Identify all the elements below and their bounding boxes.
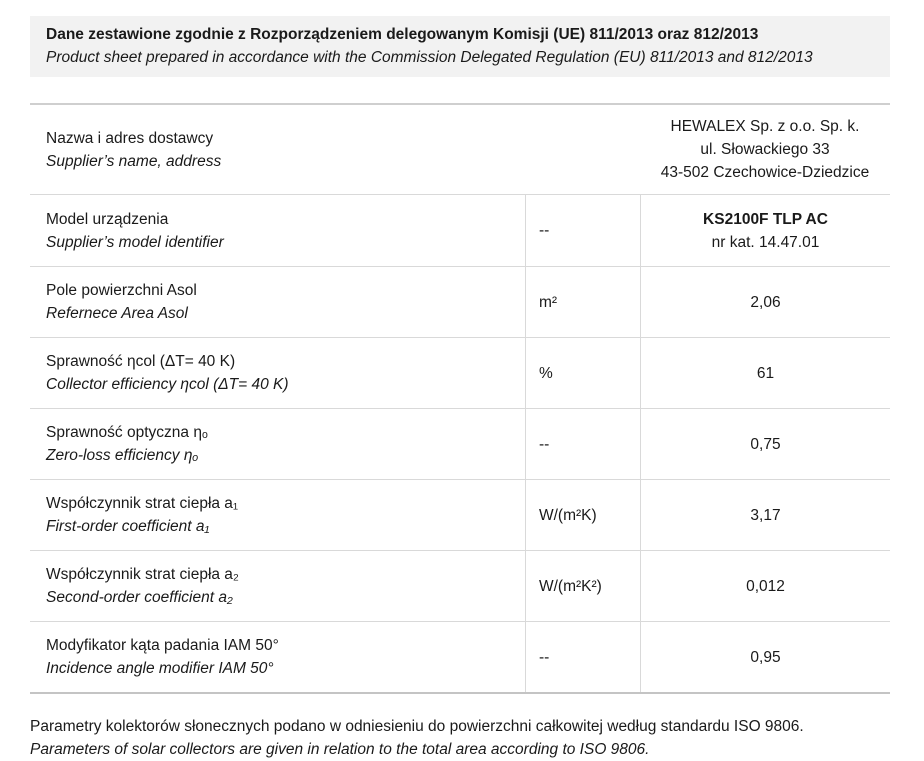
table-row-incidence-angle-modifier [30,621,890,692]
row-label [30,480,525,550]
note-pl: Parametry kolektorów słonecznych podano w odniesieniu do powierzchni całkowitej według standardu ISO 9806. [30,718,804,735]
row-label [30,267,525,337]
label-pl: Sprawność ηcol (ΔT= 40 K) [46,353,236,370]
table-row-zero-loss-efficiency [30,408,890,479]
value-cell: 61 [640,338,890,408]
value-cell: 3,17 [640,480,890,550]
catalog-number: nr kat. 14.47.01 [711,233,820,251]
unit-cell: -- [525,195,640,266]
value-cell [640,195,890,266]
label-pl: Sprawność optyczna ηₒ [46,424,208,441]
table-row-supplier [30,105,890,194]
table-row-model [30,194,890,266]
supplier-city: 43-502 Czechowice-Dziedzice [660,164,870,181]
label-en: Second-order coefficient a₂ [46,589,233,606]
value-cell: 0,75 [640,409,890,479]
unit-cell: % [525,338,640,408]
regulation-title-en: Product sheet prepared in accordance with the Commission Delegated Regulation (EU) 811/2013 and 812/2013 [46,49,813,66]
label-pl: Współczynnik strat ciepła a₁ [46,495,239,512]
label-en: Zero-loss efficiency ηₒ [46,447,199,464]
unit-cell: m² [525,267,640,337]
label-en: Incidence angle modifier IAM 50° [46,660,274,677]
row-label [30,195,525,266]
model-identifier: KS2100F TLP AC [703,210,828,228]
table-row-second-order-coefficient [30,550,890,621]
row-label [30,622,525,692]
table-row-first-order-coefficient [30,479,890,550]
row-label [30,409,525,479]
unit-cell: -- [525,622,640,692]
label-en: Refernece Area Asol [46,305,188,322]
value-cell: 2,06 [640,267,890,337]
row-label [30,338,525,408]
unit-cell: W/(m²K²) [525,551,640,621]
label-pl: Współczynnik strat ciepła a₂ [46,566,239,583]
label-pl: Pole powierzchni Asol [46,282,197,299]
supplier-street: ul. Słowackiego 33 [700,141,830,158]
label-pl: Nazwa i adres dostawcy [46,129,214,147]
unit-cell: W/(m²K) [525,480,640,550]
value-cell: 0,95 [640,622,890,692]
label-pl: Model urządzenia [46,210,169,228]
label-pl: Modyfikator kąta padania IAM 50° [46,637,279,654]
note-en: Parameters of solar collectors are given in relation to the total area according to ISO 9806. [30,741,650,758]
table-row-area [30,266,890,337]
label-en: Collector efficiency ηcol (ΔT= 40 K) [46,376,289,393]
regulation-title-pl: Dane zestawione zgodnie z Rozporządzeniem delegowanym Komisji (UE) 811/2013 oraz 812/2013 [46,26,759,43]
value-cell [640,105,890,194]
value-cell: 0,012 [640,551,890,621]
iso-standard-note [30,715,890,761]
table-row-collector-efficiency [30,337,890,408]
unit-cell: -- [525,409,640,479]
row-label [30,105,525,194]
label-en: First-order coefficient a₁ [46,518,210,535]
label-en: Supplier’s name, address [46,152,222,170]
sheet-content [30,0,890,761]
unit-cell [525,105,640,194]
regulation-header [30,16,890,77]
label-en: Supplier’s model identifier [46,233,224,251]
row-label [30,551,525,621]
parameters-table [30,103,890,694]
supplier-name: HEWALEX Sp. z o.o. Sp. k. [670,118,860,135]
